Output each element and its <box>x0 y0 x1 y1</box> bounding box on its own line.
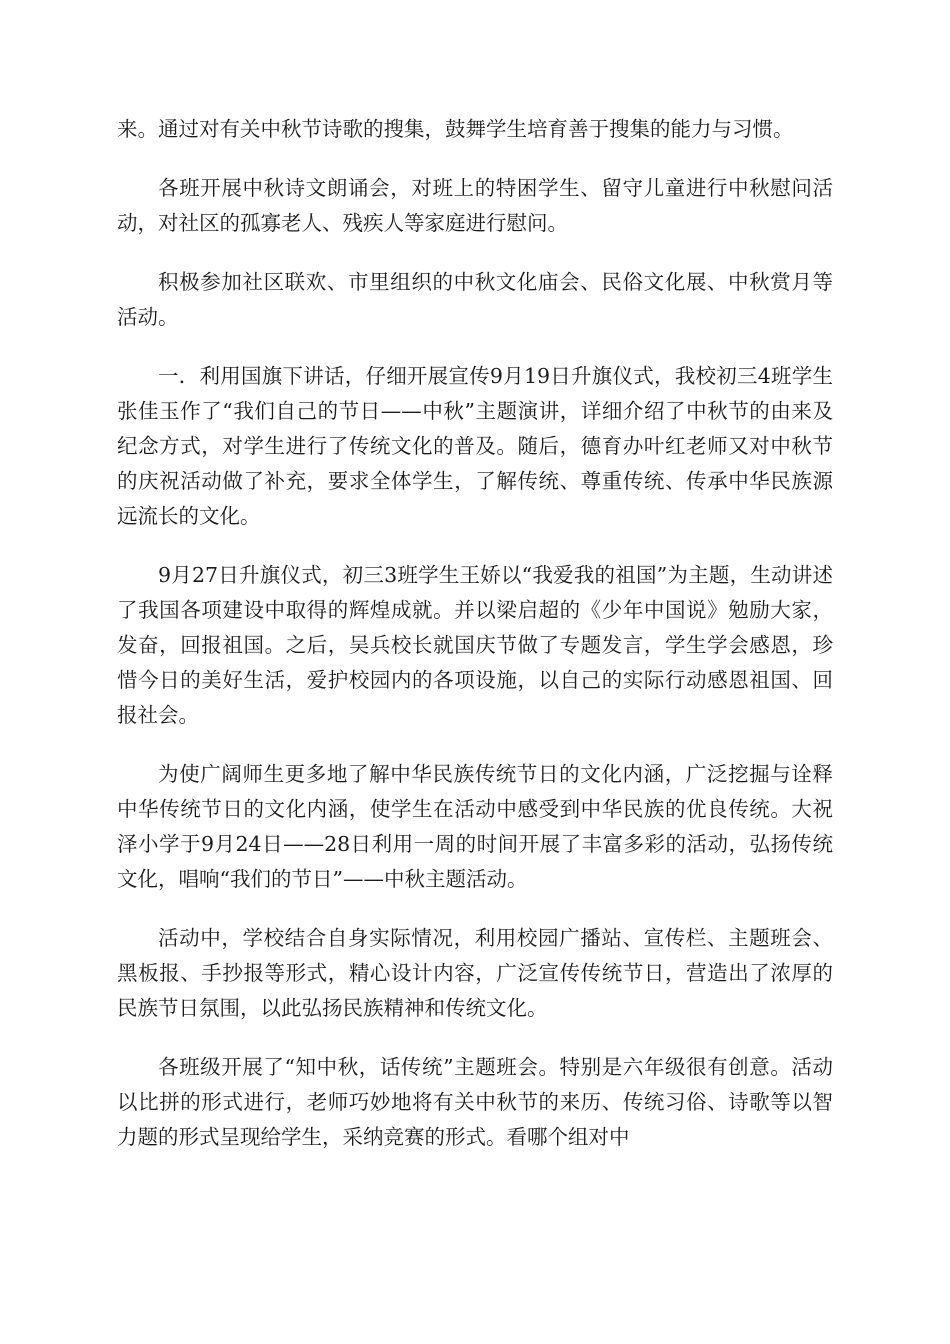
paragraph-4: 一．利用国旗下讲话，仔细开展宣传9月19日升旗仪式，我校初三4班学生张佳玉作了“我们自己的节日——中秋”主题演讲，详细介绍了中秋节的由来及纪念方式，对学生进行了传统文化的普及。随后，德育办叶红老师又对中秋节的庆祝活动做了补充，要求全体学生，了解传统、尊重传统、传承中华民族源远流长的文化。 <box>117 364 833 528</box>
paragraph-6: 为使广阔师生更多地了解中华民族传统节日的文化内涵，广泛挖掘与诠释中华传统节日的文化内涵，使学生在活动中感受到中华民族的优良传统。大祝泽小学于9月24日——28日利用一周的时间开展了丰富多彩的活动，弘扬传统文化，唱响“我们的节日”——中秋主题活动。 <box>117 762 833 891</box>
paragraph-7: 活动中，学校结合自身实际情况，利用校园广播站、宣传栏、主题班会、黑板报、手抄报等形式，精心设计内容，广泛宣传传统节日，营造出了浓厚的民族节日氛围，以此弘扬民族精神和传统文化。 <box>117 926 833 1020</box>
paragraph-2: 各班开展中秋诗文朗诵会，对班上的特困学生、留守儿童进行中秋慰问活动，对社区的孤寡老人、残疾人等家庭进行慰问。 <box>117 176 833 235</box>
paragraph-3: 积极参加社区联欢、市里组织的中秋文化庙会、民俗文化展、中秋赏月等活动。 <box>117 270 833 329</box>
paragraph-5: 9月27日升旗仪式，初三3班学生王娇以“我爱我的祖国”为主题，生动讲述了我国各项建设中取得的辉煌成就。并以梁启超的《少年中国说》勉励大家，发奋，回报祖国。之后，吴兵校长就国庆节做了专题发言，学生学会感恩，珍惜今日的美好生活，爱护校园内的各项设施，以自己的实际行动感恩祖国、回报社会。 <box>117 563 833 727</box>
document-body <box>117 112 833 1179</box>
paragraph-1: 来。通过对有关中秋节诗歌的搜集，鼓舞学生培育善于搜集的能力与习惯。 <box>117 117 794 141</box>
paragraph-8: 各班级开展了“知中秋，话传统”主题班会。特别是六年级很有创意。活动以比拼的形式进行，老师巧妙地将有关中秋节的来历、传统习俗、诗歌等以智力题的形式呈现给学生，采纳竞赛的形式。看哪个组对中 <box>117 1055 833 1149</box>
